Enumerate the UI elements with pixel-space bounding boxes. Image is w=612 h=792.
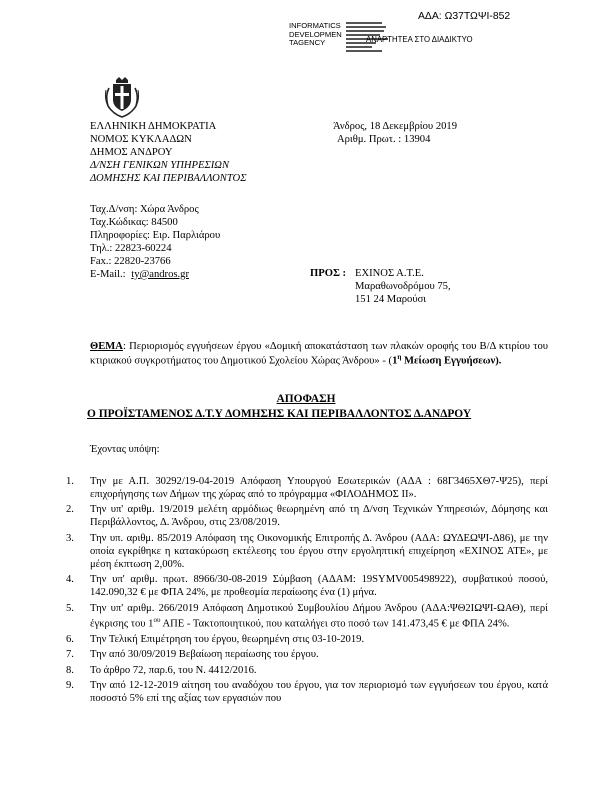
considering-heading: Έχοντας υπόψη: — [90, 444, 160, 455]
sender-country: ΕΛΛΗΝΙΚΗ ΔΗΜΟΚΡΑΤΙΑ — [90, 121, 217, 132]
list-item-number: 1. — [66, 476, 74, 487]
subject-text: : Περιορισμός εγγυήσεων έργου «Δομική αποκατάσταση των πλακών οροφής του Β/Δ κτιρίου του κτιριακού συγκροτήματος του Δημοτικού Σχολείου Χώρας Άνδρου» - ( — [90, 341, 548, 367]
list-item-text: Την από 30/09/2019 Βεβαίωση περαίωσης του έργου. — [90, 649, 319, 661]
list-item-number: 8. — [66, 664, 74, 676]
subject — [90, 340, 548, 368]
recipient-label: ΠΡΟΣ : — [310, 268, 347, 279]
contact-block — [90, 204, 220, 282]
list-item-number: 4. — [66, 574, 74, 586]
recipient-block — [355, 268, 451, 307]
recipient-name: ΕΧΙΝΟΣ Α.Τ.Ε. — [355, 268, 424, 279]
list-item — [66, 504, 548, 530]
date-line: Άνδρος, 18 Δεκεμβρίου 2019 — [333, 121, 458, 132]
contact-address: Ταχ.Δ/νση: Χώρα Άνδρος — [90, 204, 199, 215]
list-item-number: 5. — [66, 602, 74, 614]
stamp-org-line-2: DEVELOPMEN — [289, 29, 342, 39]
list-item — [66, 649, 548, 662]
list-item-text: Την υπ. αριθμ. 85/2019 Απόφαση της Οικονομικής Επιτροπής Δ. Άνδρου (ΑΔΑ: ΩΥΔΕΩΨΙ-Δ86), με την οποία εγκρίθηκε η κατακύρωση εκτέλεσης του έργου στην εργοληπτική επιχείρηση «ΕΧΙΝΟΣ ΑΤΕ», με μέση έκπτωση 2,00%. — [90, 532, 548, 570]
sender-block — [90, 121, 247, 186]
list-item-text: Την υπ' αριθμ. 19/2019 μελέτη αρμόδιως θεωρημένη από τη Δ/νση Τεχνικών Υπηρεσιών, Δόμησης και Περιβάλλοντος, Δ. Άνδρου, στις 23/08/2019. — [90, 504, 548, 529]
list-item — [66, 665, 548, 678]
sender-municipality: ΔΗΜΟΣ ΑΝΔΡΟΥ — [90, 146, 173, 158]
contact-phone: Τηλ.: 22823-60224 — [90, 242, 172, 254]
list-item-text-after: ΑΠΕ - Τακτοποιητικού, που καταλήγει στο ποσό των 141.473,45 € με ΦΠΑ 24%. — [160, 618, 510, 630]
stamp-org-line-3: TAGENCY — [289, 38, 326, 48]
subject-bold-tail: Μείωση Εγγυήσεων). — [401, 355, 502, 367]
list-item-text: Την Τελική Επιμέτρηση του έργου, θεωρημένη στις 03-10-2019. — [90, 633, 365, 645]
sender-prefecture: ΝΟΜΟΣ ΚΥΚΛΑΔΩΝ — [90, 133, 192, 145]
list-item — [66, 574, 548, 600]
subject-label: ΘΕΜΑ — [90, 341, 123, 352]
list-item-number: 7. — [66, 649, 74, 661]
list-item — [66, 476, 548, 502]
list-item-sup: ου — [153, 615, 161, 624]
list-item-text: Την υπ' αριθμ. πρωτ. 8966/30-08-2019 Σύμβαση (ΑΔΑΜ: 19SYMV005498922), συμβατικού ποσού, 142.090,32 € με ΦΠΑ 24%, με προθεσμία περαίωσης ένα (1) μήνα. — [90, 574, 548, 599]
list-item — [66, 603, 548, 631]
list-item — [66, 533, 548, 572]
protocol-number: Αριθμ. Πρωτ. : 13904 — [337, 134, 431, 145]
stamp-org-line-1: INFORMATICS — [289, 21, 341, 30]
list-item-text: Το άρθρο 72, παρ.6, του Ν. 4412/2016. — [90, 664, 257, 676]
decision-title: ΑΠΟΦΑΣΗ — [276, 393, 336, 405]
list-item-text: Την με Α.Π. 30292/19-04-2019 Απόφαση Υπουργού Εσωτερικών (ΑΔΑ : 68Γ3465ΧΘ7-Ψ25), περί επιχορήγησης των Δήμων της χώρας από το πρόγραμμα «ΦΙΛΟΔΗΜΟΣ ΙΙ». — [90, 476, 548, 500]
ada-code: ΑΔΑ: Ω37ΤΩΨΙ-852 — [418, 11, 511, 22]
considerations-list — [66, 476, 548, 709]
contact-postcode: Ταχ.Κώδικας: 84500 — [90, 216, 178, 228]
recipient-city: 151 24 Μαρούσι — [355, 293, 427, 305]
list-item-number: 2. — [66, 504, 74, 516]
sender-department: Δ/ΝΣΗ ΓΕΝΙΚΩΝ ΥΠΗΡΕΣΙΩΝ — [90, 159, 230, 171]
subject-bold-sup: η — [397, 353, 402, 362]
list-item — [66, 634, 548, 647]
contact-fax: Fax.: 22820-23766 — [90, 255, 171, 267]
contact-email-row — [90, 269, 220, 282]
decision-subtitle: Ο ΠΡΟΪΣΤΑΜΕΝΟΣ Δ.Τ.Υ ΔΟΜΗΣΗΣ ΚΑΙ ΠΕΡΙΒΑΛΛΟΝΤΟΣ Δ.ΑΝΔΡΟΥ — [87, 408, 472, 420]
list-item — [66, 680, 548, 706]
subject-bold-num: 1 — [392, 355, 398, 367]
email-link[interactable]: ty@andros.gr — [131, 268, 189, 280]
sender-department-2: ΔΟΜΗΣΗΣ ΚΑΙ ΠΕΡΙΒΑΛΛΟΝΤΟΣ — [90, 172, 247, 184]
recipient-street: Μαραθωνοδρόμου 75, — [355, 280, 451, 292]
list-item-text: Την υπ' αριθμ. 266/2019 Απόφαση Δημοτικού Συμβουλίου Δήμου Άνδρου (ΑΔΑ:ΨΘ2ΙΩΨΙ-ΩΑΘ), περί έγκρισης του — [90, 602, 548, 630]
stamp-posted-label: ΑΝΑΡΤΗΤΕΑ ΣΤΟ ΔΙΑΔΙΚΤΥΟ — [366, 35, 473, 44]
contact-info: Πληροφορίες: Ειρ. Παρλιάρου — [90, 229, 221, 241]
list-item-number: 3. — [66, 532, 74, 544]
list-item-sup-num: 1 — [148, 618, 154, 630]
list-item-number: 6. — [66, 633, 74, 645]
list-item-number: 9. — [66, 680, 74, 692]
stamp-org-name — [289, 22, 342, 48]
email-label: E-Mail.: — [90, 268, 126, 280]
list-item-text: Την από 12-12-2019 αίτηση του αναδόχου του έργου, για τον περιορισμό των εγγυήσεων του έργου, κατά ποσοστό 5% επί της αξίας των εργασιών που — [90, 680, 548, 705]
greek-coat-of-arms-icon — [103, 74, 141, 118]
